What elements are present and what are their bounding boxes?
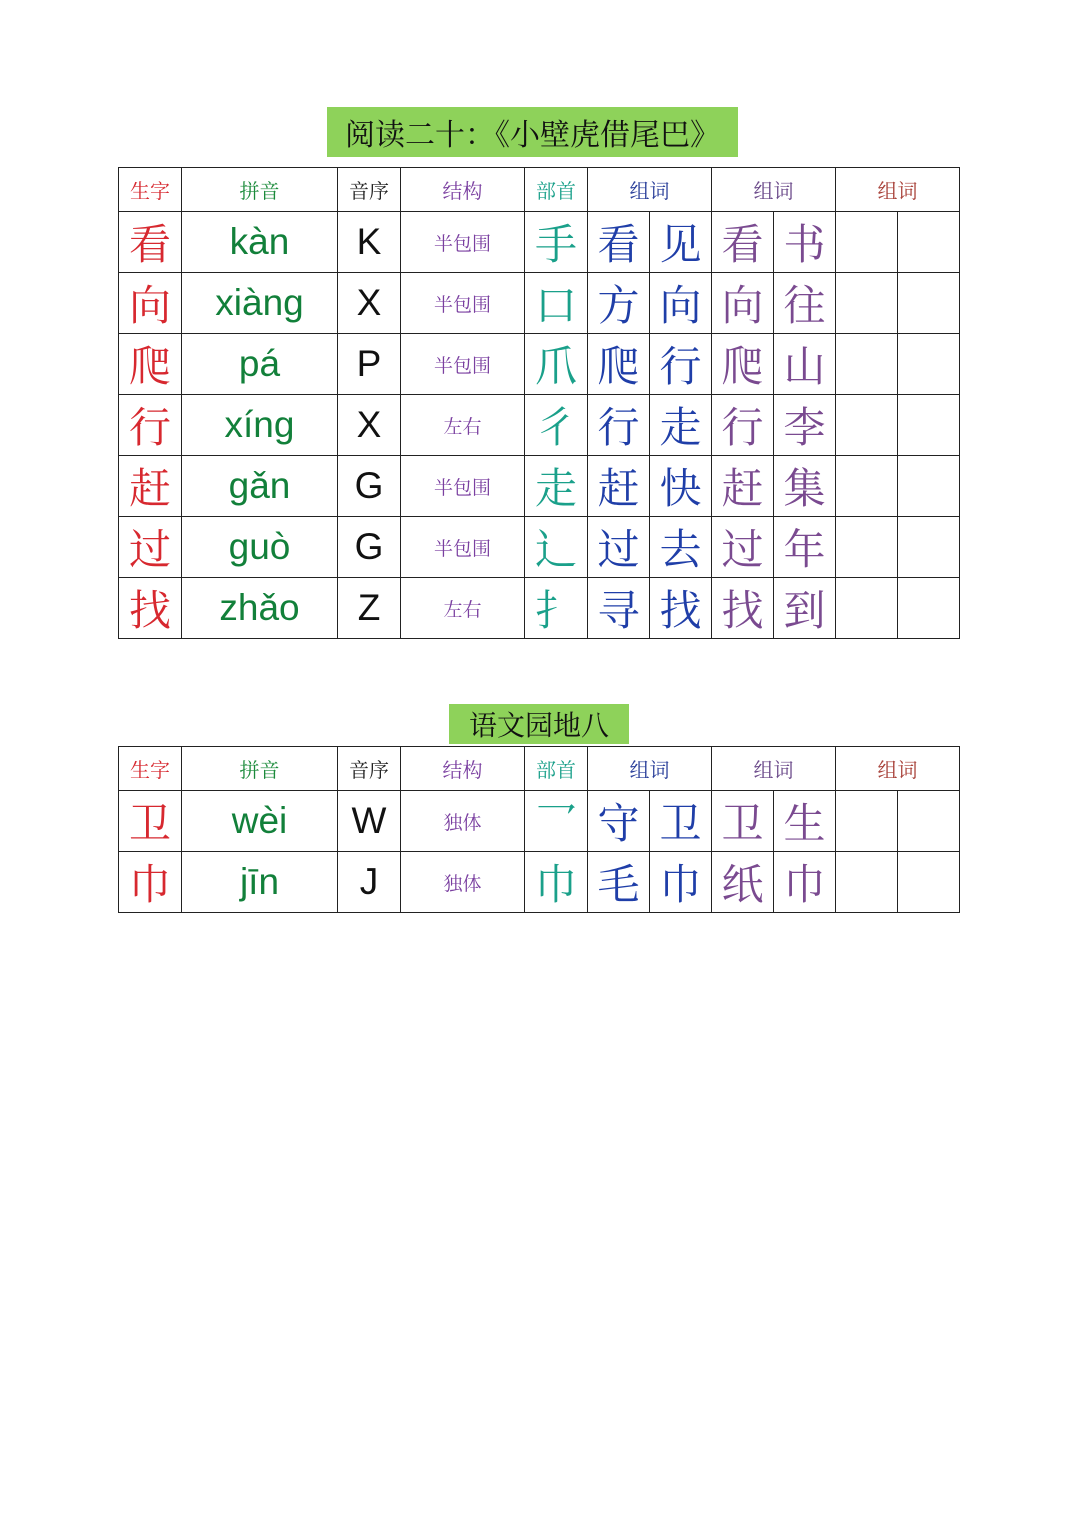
word-3-char-1-blank — [836, 395, 898, 456]
word-3-char-1-blank — [836, 212, 898, 273]
word-2-char-1: 向 — [712, 273, 774, 334]
word-2-char-2: 年 — [774, 517, 836, 578]
word-2-char-2: 往 — [774, 273, 836, 334]
header-structure: 结构 — [401, 168, 525, 212]
word-2-char-1: 看 — [712, 212, 774, 273]
word-3-char-2-blank — [898, 852, 960, 913]
header-char: 生字 — [119, 747, 182, 791]
radical-cell: 走 — [525, 456, 588, 517]
structure-cell: 半包围 — [401, 212, 525, 273]
word-3-char-1-blank — [836, 456, 898, 517]
word-2-char-1: 过 — [712, 517, 774, 578]
header-words-1: 组词 — [588, 168, 712, 212]
table-row — [119, 578, 960, 639]
word-2-char-2: 巾 — [774, 852, 836, 913]
order-cell: P — [338, 334, 401, 395]
char-cell: 向 — [119, 273, 182, 334]
word-2-char-2: 生 — [774, 791, 836, 852]
pinyin-cell: pá — [182, 334, 338, 395]
word-3-char-2-blank — [898, 273, 960, 334]
word-1-char-2: 找 — [650, 578, 712, 639]
radical-cell: 巾 — [525, 852, 588, 913]
word-2-char-2: 集 — [774, 456, 836, 517]
word-3-char-2-blank — [898, 456, 960, 517]
order-cell: X — [338, 395, 401, 456]
char-cell: 看 — [119, 212, 182, 273]
pinyin-cell: gǎn — [182, 456, 338, 517]
table-header-row — [119, 747, 960, 791]
word-1-char-2: 走 — [650, 395, 712, 456]
word-3-char-2-blank — [898, 212, 960, 273]
order-cell: X — [338, 273, 401, 334]
word-1-char-2: 行 — [650, 334, 712, 395]
structure-cell: 左右 — [401, 578, 525, 639]
pinyin-cell: wèi — [182, 791, 338, 852]
table-row — [119, 456, 960, 517]
word-2-char-2: 李 — [774, 395, 836, 456]
radical-cell: 爪 — [525, 334, 588, 395]
word-2-char-1: 卫 — [712, 791, 774, 852]
order-cell: G — [338, 456, 401, 517]
pinyin-cell: xíng — [182, 395, 338, 456]
pinyin-cell: xiàng — [182, 273, 338, 334]
radical-cell: 扌 — [525, 578, 588, 639]
structure-cell: 左右 — [401, 395, 525, 456]
word-1-char-2: 向 — [650, 273, 712, 334]
char-cell: 过 — [119, 517, 182, 578]
header-radical: 部首 — [525, 168, 588, 212]
table-row — [119, 273, 960, 334]
word-1-char-2: 见 — [650, 212, 712, 273]
word-1-char-1: 爬 — [588, 334, 650, 395]
word-3-char-1-blank — [836, 273, 898, 334]
table-row — [119, 395, 960, 456]
structure-cell: 独体 — [401, 852, 525, 913]
word-3-char-1-blank — [836, 852, 898, 913]
header-order: 音序 — [338, 747, 401, 791]
order-cell: G — [338, 517, 401, 578]
structure-cell: 半包围 — [401, 517, 525, 578]
table-row — [119, 212, 960, 273]
table-row — [119, 852, 960, 913]
word-3-char-2-blank — [898, 791, 960, 852]
order-cell: J — [338, 852, 401, 913]
word-3-char-1-blank — [836, 517, 898, 578]
pinyin-cell: kàn — [182, 212, 338, 273]
char-cell: 找 — [119, 578, 182, 639]
radical-cell: 辶 — [525, 517, 588, 578]
word-3-char-1-blank — [836, 578, 898, 639]
header-pinyin: 拼音 — [182, 747, 338, 791]
word-2-char-2: 到 — [774, 578, 836, 639]
word-2-char-1: 纸 — [712, 852, 774, 913]
word-3-char-2-blank — [898, 334, 960, 395]
word-2-char-1: 找 — [712, 578, 774, 639]
word-3-char-2-blank — [898, 395, 960, 456]
header-pinyin: 拼音 — [182, 168, 338, 212]
word-1-char-1: 毛 — [588, 852, 650, 913]
word-1-char-2: 快 — [650, 456, 712, 517]
char-cell: 巾 — [119, 852, 182, 913]
header-words-1: 组词 — [588, 747, 712, 791]
char-cell: 卫 — [119, 791, 182, 852]
word-2-char-2: 书 — [774, 212, 836, 273]
word-1-char-2: 去 — [650, 517, 712, 578]
section-title-chinese-garden-8: 语文园地八 — [449, 704, 629, 744]
vocabulary-table-reading-20 — [118, 167, 960, 639]
word-2-char-1: 爬 — [712, 334, 774, 395]
header-words-3: 组词 — [836, 747, 960, 791]
pinyin-cell: jīn — [182, 852, 338, 913]
table-row — [119, 517, 960, 578]
word-1-char-1: 过 — [588, 517, 650, 578]
vocabulary-table-chinese-garden-8 — [118, 746, 960, 913]
radical-cell: 彳 — [525, 395, 588, 456]
word-3-char-1-blank — [836, 334, 898, 395]
word-2-char-1: 赶 — [712, 456, 774, 517]
header-structure: 结构 — [401, 747, 525, 791]
header-words-3: 组词 — [836, 168, 960, 212]
word-3-char-1-blank — [836, 791, 898, 852]
word-1-char-1: 守 — [588, 791, 650, 852]
header-words-2: 组词 — [712, 168, 836, 212]
radical-cell: 乛 — [525, 791, 588, 852]
order-cell: K — [338, 212, 401, 273]
header-char: 生字 — [119, 168, 182, 212]
order-cell: Z — [338, 578, 401, 639]
word-2-char-2: 山 — [774, 334, 836, 395]
word-2-char-1: 行 — [712, 395, 774, 456]
word-1-char-1: 方 — [588, 273, 650, 334]
table-header-row — [119, 168, 960, 212]
order-cell: W — [338, 791, 401, 852]
structure-cell: 半包围 — [401, 273, 525, 334]
pinyin-cell: zhǎo — [182, 578, 338, 639]
word-1-char-1: 看 — [588, 212, 650, 273]
word-1-char-2: 巾 — [650, 852, 712, 913]
word-1-char-1: 赶 — [588, 456, 650, 517]
word-1-char-2: 卫 — [650, 791, 712, 852]
header-words-2: 组词 — [712, 747, 836, 791]
pinyin-cell: guò — [182, 517, 338, 578]
radical-cell: 口 — [525, 273, 588, 334]
char-cell: 爬 — [119, 334, 182, 395]
char-cell: 赶 — [119, 456, 182, 517]
word-3-char-2-blank — [898, 517, 960, 578]
structure-cell: 半包围 — [401, 456, 525, 517]
structure-cell: 独体 — [401, 791, 525, 852]
char-cell: 行 — [119, 395, 182, 456]
word-1-char-1: 行 — [588, 395, 650, 456]
header-order: 音序 — [338, 168, 401, 212]
word-1-char-1: 寻 — [588, 578, 650, 639]
structure-cell: 半包围 — [401, 334, 525, 395]
word-3-char-2-blank — [898, 578, 960, 639]
table-row — [119, 334, 960, 395]
table-row — [119, 791, 960, 852]
radical-cell: 手 — [525, 212, 588, 273]
header-radical: 部首 — [525, 747, 588, 791]
section-title-reading-20: 阅读二十：《小壁虎借尾巴》 — [327, 107, 738, 157]
